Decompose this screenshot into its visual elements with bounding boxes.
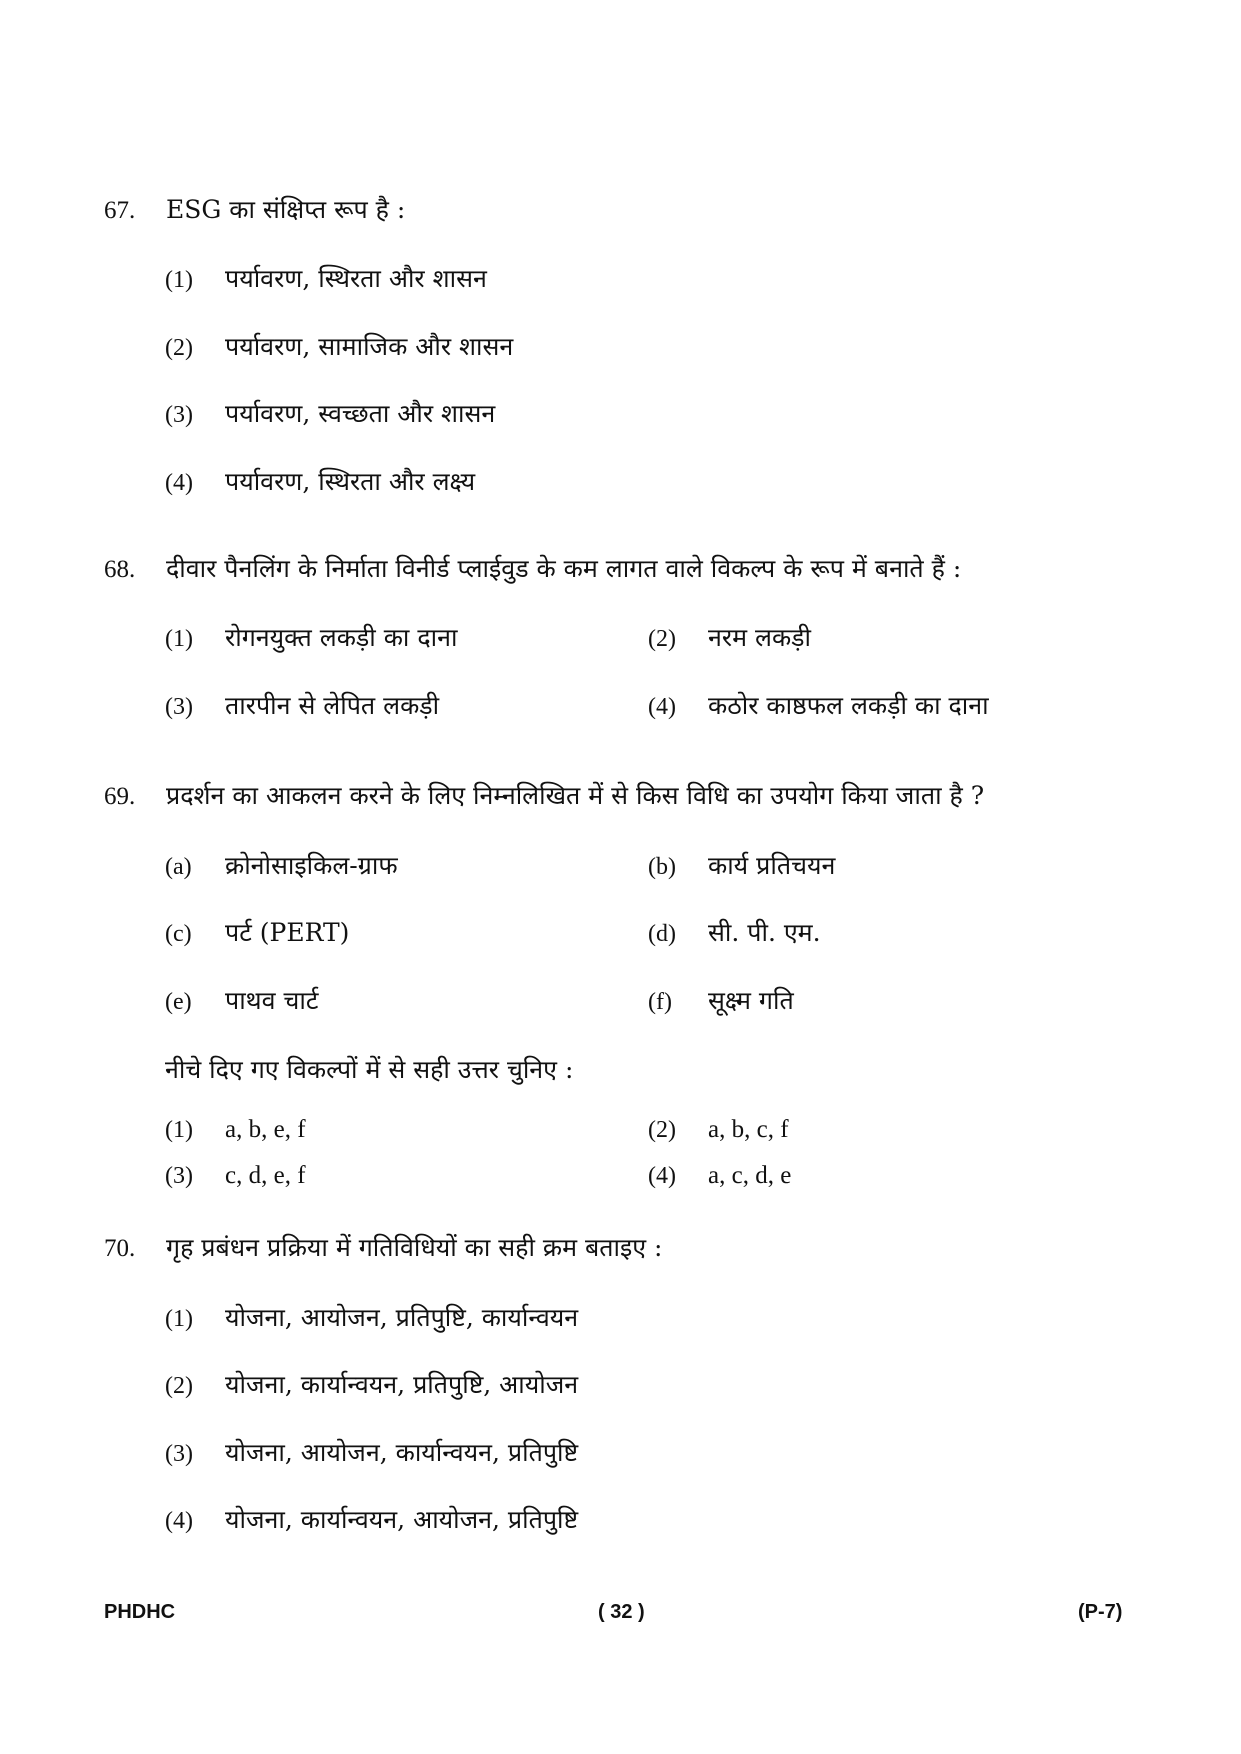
question-69-stem xyxy=(104,779,1164,814)
item-b xyxy=(648,849,835,884)
option-text: पर्यावरण, सामाजिक और शासन xyxy=(225,332,514,361)
option-4 xyxy=(648,1159,791,1193)
footer-page-number: ( 32 ) xyxy=(598,1601,645,1623)
question-text: ESG का संक्षिप्त रूप है : xyxy=(166,195,406,224)
option-text: a, b, e, f xyxy=(225,1116,306,1143)
item-d xyxy=(648,916,821,951)
option-text: पर्यावरण, स्वच्छता और शासन xyxy=(225,399,496,428)
item-label: (e) xyxy=(165,989,192,1015)
item-a xyxy=(165,849,398,884)
footer-course-code: PHDHC xyxy=(104,1601,176,1623)
option-text: योजना, कार्यान्वयन, आयोजन, प्रतिपुष्टि xyxy=(225,1505,579,1534)
item-label: (a) xyxy=(165,854,192,880)
question-text: दीवार पैनलिंग के निर्माता विनीर्ड प्लाईवुड के कम लागत वाले विकल्प के रूप में बनाते हैं : xyxy=(166,554,962,583)
item-c xyxy=(165,916,349,951)
option-text: नरम लकड़ी xyxy=(708,623,811,652)
item-label: (d) xyxy=(648,921,676,947)
item-text: सी. पी. एम. xyxy=(708,918,821,947)
option-label: (2) xyxy=(648,626,676,652)
option-label: (1) xyxy=(165,626,193,652)
item-text: कार्य प्रतिचयन xyxy=(708,851,836,880)
option-label: (3) xyxy=(165,1441,193,1467)
question-70-stem xyxy=(104,1231,1164,1266)
item-text: पर्ट (PERT) xyxy=(225,918,350,947)
item-e xyxy=(165,984,318,1019)
option-text: योजना, आयोजन, कार्यान्वयन, प्रतिपुष्टि xyxy=(225,1438,579,1467)
option-2 xyxy=(648,1113,789,1147)
question-text: गृह प्रबंधन प्रक्रिया में गतिविधियों का सही क्रम बताइए : xyxy=(166,1233,663,1262)
option-label: (1) xyxy=(165,1306,193,1332)
option-1 xyxy=(165,1113,306,1147)
option-label: (4) xyxy=(165,470,193,496)
item-text: पाथव चार्ट xyxy=(225,986,319,1015)
option-label: (4) xyxy=(648,694,676,720)
option-text: a, c, d, e xyxy=(708,1162,792,1189)
option-text: c, d, e, f xyxy=(225,1162,306,1189)
item-label: (c) xyxy=(165,921,192,947)
option-label: (1) xyxy=(165,267,193,293)
question-number: 68. xyxy=(104,556,136,583)
option-text: a, b, c, f xyxy=(708,1116,789,1143)
question-text: प्रदर्शन का आकलन करने के लिए निम्नलिखित में से किस विधि का उपयोग किया जाता है ? xyxy=(166,781,985,810)
option-1 xyxy=(165,262,487,297)
answer-instruction: नीचे दिए गए विकल्पों में से सही उत्तर चुनिए : xyxy=(165,1055,574,1084)
option-2 xyxy=(648,621,811,656)
option-label: (4) xyxy=(165,1508,193,1534)
option-3 xyxy=(165,689,439,724)
option-text: योजना, कार्यान्वयन, प्रतिपुष्टि, आयोजन xyxy=(225,1370,579,1399)
footer-paper-code: (P-7) xyxy=(1078,1601,1123,1623)
item-f xyxy=(648,984,794,1019)
option-label: (3) xyxy=(165,402,193,428)
question-number: 69. xyxy=(104,783,136,810)
option-text: योजना, आयोजन, प्रतिपुष्टि, कार्यान्वयन xyxy=(225,1303,579,1332)
option-4 xyxy=(165,1503,578,1538)
item-label: (f) xyxy=(648,989,672,1015)
question-68-stem xyxy=(104,552,1164,587)
option-label: (3) xyxy=(165,1163,193,1189)
option-label: (4) xyxy=(648,1163,676,1189)
option-text: पर्यावरण, स्थिरता और शासन xyxy=(225,264,487,293)
option-4 xyxy=(165,465,475,500)
option-text: तारपीन से लेपित लकड़ी xyxy=(225,691,440,720)
option-3 xyxy=(165,1436,578,1471)
option-label: (3) xyxy=(165,694,193,720)
question-number: 70. xyxy=(104,1235,136,1262)
option-1 xyxy=(165,621,457,656)
option-text: कठोर काष्ठफल लकड़ी का दाना xyxy=(708,691,989,720)
option-label: (2) xyxy=(165,1373,193,1399)
option-3 xyxy=(165,397,495,432)
item-text: क्रोनोसाइकिल-ग्राफ xyxy=(225,851,398,880)
option-text: पर्यावरण, स्थिरता और लक्ष्य xyxy=(225,467,476,496)
option-2 xyxy=(165,1368,578,1403)
option-label: (2) xyxy=(648,1117,676,1143)
item-text: सूक्ष्म गति xyxy=(708,986,794,1015)
question-number: 67. xyxy=(104,197,136,224)
option-4 xyxy=(648,689,989,724)
option-3 xyxy=(165,1159,306,1193)
option-1 xyxy=(165,1301,578,1336)
question-67-stem xyxy=(104,193,1164,228)
option-text: रोगनयुक्त लकड़ी का दाना xyxy=(225,623,458,652)
option-label: (1) xyxy=(165,1117,193,1143)
option-label: (2) xyxy=(165,335,193,361)
item-label: (b) xyxy=(648,854,676,880)
option-2 xyxy=(165,330,513,365)
